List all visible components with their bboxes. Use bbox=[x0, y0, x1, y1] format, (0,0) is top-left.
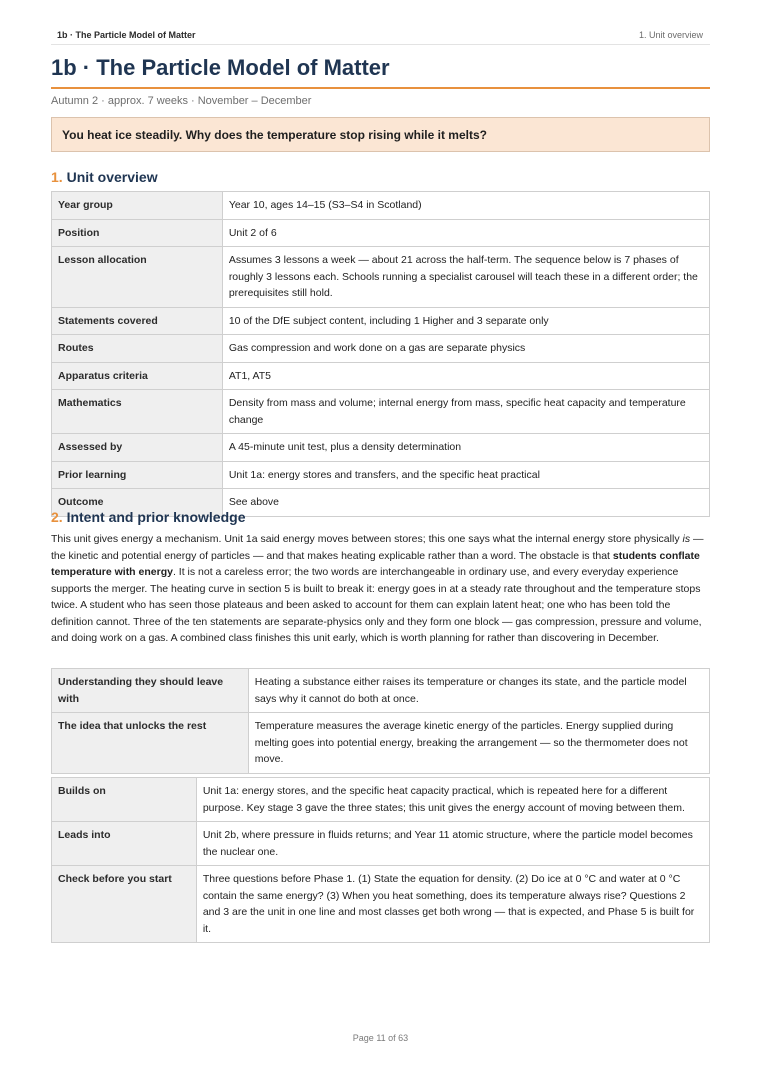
row-key: Year group bbox=[52, 192, 223, 220]
row-value: Temperature measures the average kinetic energy of the particles. Energy supplied during melting goes into potential energy, breaking the arrangement — so the thermometer does not move. bbox=[248, 713, 709, 774]
row-key: Outcome bbox=[52, 489, 223, 517]
row-key: Statements covered bbox=[52, 307, 223, 335]
page-title: 1b · The Particle Model of Matter bbox=[51, 53, 710, 89]
unit-overview-table bbox=[51, 191, 710, 517]
page-subtitle: Autumn 2 · approx. 7 weeks · November – December bbox=[51, 95, 312, 107]
table-row bbox=[52, 669, 710, 713]
row-value: A 45-minute unit test, plus a density determination bbox=[222, 434, 709, 462]
table-row bbox=[52, 219, 710, 247]
row-value: Unit 2b, where pressure in fluids returns; and Year 11 atomic structure, where the particle model becomes the nuclear one. bbox=[196, 822, 709, 866]
row-value: Unit 1a: energy stores and transfers, and the specific heat practical bbox=[222, 461, 709, 489]
paragraph-emphasis: is bbox=[682, 533, 691, 545]
row-key: Routes bbox=[52, 335, 223, 363]
row-value: Assumes 3 lessons a week — about 21 across the half-term. The sequence below is 7 phases of roughly 3 lessons each. Schools running a specialist carousel will teach these in a different order; the prerequisites still hold. bbox=[222, 247, 709, 308]
section-heading-intent bbox=[51, 508, 245, 526]
section-heading-unit-overview bbox=[51, 168, 158, 186]
row-value: Heating a substance either raises its temperature or changes its state, and the particle model says why it cannot do both at once. bbox=[248, 669, 709, 713]
table-row bbox=[52, 866, 710, 943]
row-key: Mathematics bbox=[52, 390, 223, 434]
table-row bbox=[52, 461, 710, 489]
running-header-section: 1. Unit overview bbox=[638, 30, 703, 40]
paragraph-strong: students conflate temperature with energy bbox=[51, 549, 700, 578]
intent-table bbox=[51, 668, 710, 774]
row-value: 10 of the DfE subject content, including 1 Higher and 3 separate only bbox=[222, 307, 709, 335]
row-value: Density from mass and volume; internal energy from mass, specific heat capacity and temperature change bbox=[222, 390, 709, 434]
table-row bbox=[52, 335, 710, 363]
progression-table bbox=[51, 777, 710, 943]
section-number: 1. bbox=[51, 169, 63, 185]
table-row bbox=[52, 713, 710, 774]
row-key: Position bbox=[52, 219, 223, 247]
paragraph-text: This unit gives energy a mechanism. Unit 1a said energy moves between stores; this one says what the internal energy store physically bbox=[51, 533, 683, 545]
row-key: Builds on bbox=[52, 778, 197, 822]
row-value: See above bbox=[222, 489, 709, 517]
section-title-text: Unit overview bbox=[66, 169, 158, 185]
row-key: The idea that unlocks the rest bbox=[52, 713, 249, 774]
table-row bbox=[52, 192, 710, 220]
table-row bbox=[52, 434, 710, 462]
row-key: Lesson allocation bbox=[52, 247, 223, 308]
row-key: Assessed by bbox=[52, 434, 223, 462]
table-row bbox=[52, 822, 710, 866]
section-title-text: Intent and prior knowledge bbox=[66, 509, 246, 525]
row-value: Three questions before Phase 1. (1) State the equation for density. (2) Do ice at 0 °C and water at 0 °C contain the same energy? (3) When you heat something, does its temperature always rise? Questions 2 and 3 are the unit in one line and most classes get both wrong — that is expected, and Phase 5 is built for it. bbox=[196, 866, 709, 943]
row-value: Gas compression and work done on a gas are separate physics bbox=[222, 335, 709, 363]
table-row bbox=[52, 778, 710, 822]
row-key: Check before you start bbox=[52, 866, 197, 943]
table-row bbox=[52, 390, 710, 434]
intent-paragraph bbox=[51, 531, 711, 647]
row-value: Unit 1a: energy stores, and the specific heat capacity practical, which is repeated here for a different purpose. Key stage 3 gave the three states; this unit gives the energy account of moving between them. bbox=[196, 778, 709, 822]
running-header-unit: 1b · The Particle Model of Matter bbox=[57, 30, 196, 40]
row-key: Prior learning bbox=[52, 461, 223, 489]
row-value: Year 10, ages 14–15 (S3–S4 in Scotland) bbox=[222, 192, 709, 220]
row-key: Apparatus criteria bbox=[52, 362, 223, 390]
row-key: Understanding they should leave with bbox=[52, 669, 249, 713]
section-number: 2. bbox=[51, 509, 63, 525]
paragraph-text: . It is not a careless error; the two words are interchangeable in ordinary use, and every everyday experience supports the merger. The heating curve in section 5 is built to break it: energy goes in at a steady rate throughout and the temperature stops twice. A student who has seen those plateaus and been asked to account for them can explain latent heat; one who has been told the definition cannot. Three of the ten statements are separate-physics only and they form one block — gas compression, pressure and volume, and doing work on a gas. A combined class finishes this unit early, which is worth planning for rather than discovering in December. bbox=[51, 566, 702, 644]
table-row bbox=[52, 362, 710, 390]
key-question-callout: You heat ice steadily. Why does the temperature stop rising while it melts? bbox=[51, 117, 710, 152]
row-value: AT1, AT5 bbox=[222, 362, 709, 390]
running-header bbox=[51, 28, 710, 45]
row-key: Leads into bbox=[52, 822, 197, 866]
page-number: Page 11 of 63 bbox=[352, 1033, 409, 1043]
row-value: Unit 2 of 6 bbox=[222, 219, 709, 247]
paragraph-text: — the kinetic and potential energy of particles — and that makes heating explicable rather than a word. The obstacle is that bbox=[51, 533, 704, 562]
table-row bbox=[52, 247, 710, 308]
table-row bbox=[52, 307, 710, 335]
